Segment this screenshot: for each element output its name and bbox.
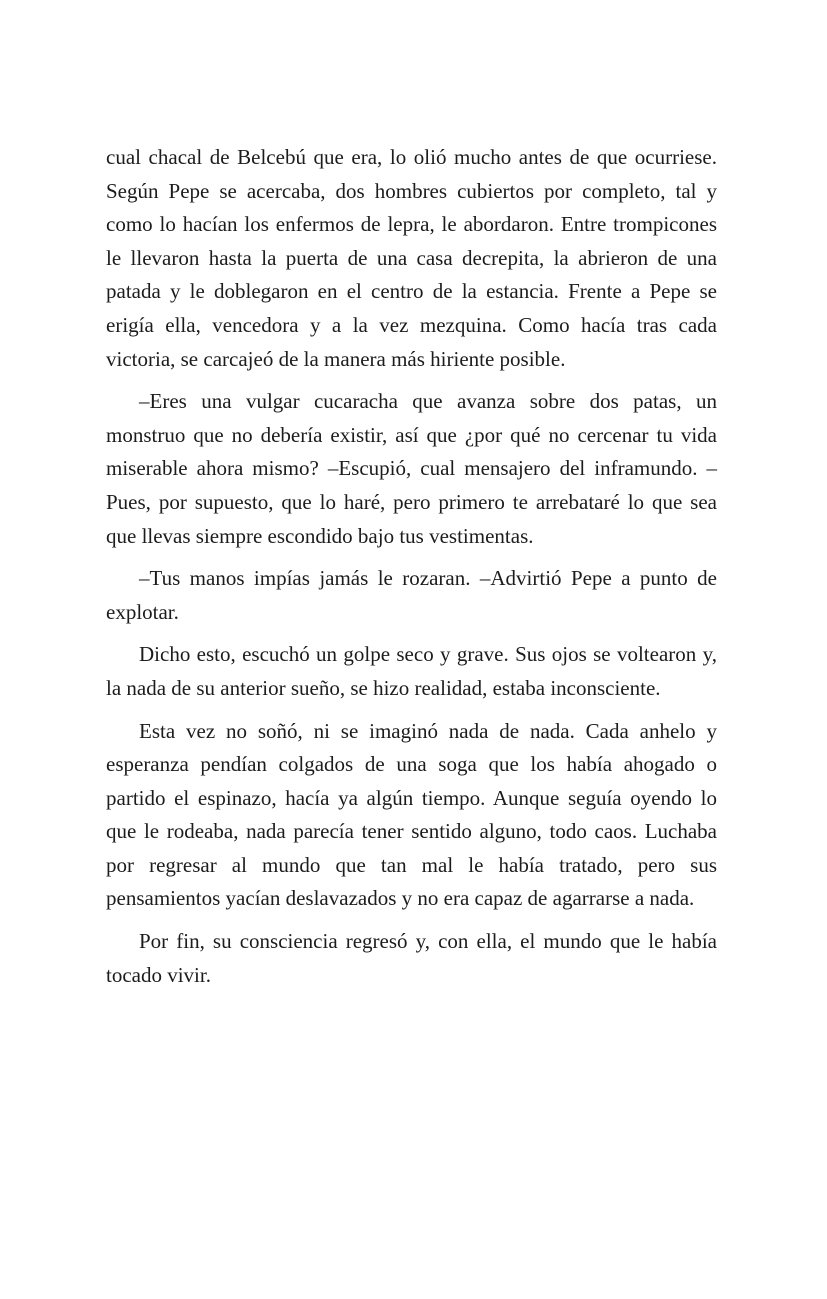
paragraph: Dicho esto, escuchó un golpe seco y grave. Sus ojos se voltearon y, la nada de su anterior sueño, se hizo realidad, estaba inconsciente. [106,642,717,700]
paragraph: –Tus manos impías jamás le rozaran. –Advirtió Pepe a punto de explotar. [106,566,717,624]
paragraph: Esta vez no soñó, ni se imaginó nada de nada. Cada anhelo y esperanza pendían colgados de una soga que los había ahogado o partido el espinazo, hacía ya algún tiempo. Aunque seguía oyendo lo que le rodeaba, nada parecía tener sentido alguno, todo caos. Luchaba por regresar al mundo que tan mal le había tratado, pero sus pensamientos yacían deslavazados y no era capaz de agarrarse a nada. [106,718,717,911]
paragraph: –Eres una vulgar cucaracha que avanza sobre dos patas, un monstruo que no debería existir, así que ¿por qué no cercenar tu vida miserable ahora mismo? –Escupió, cual mensajero del inframundo. –Pues, por supuesto, que lo haré, pero primero te arrebataré lo que sea que llevas siempre escondido bajo tus vestimentas. [106,389,717,548]
text-block [106,141,717,1001]
paragraph: Por fin, su consciencia regresó y, con ella, el mundo que le había tocado vivir. [106,929,717,987]
paragraph: cual chacal de Belcebú que era, lo olió mucho antes de que ocurriese. Según Pepe se acercaba, dos hombres cubiertos por completo, tal y como lo hacían los enfermos de lepra, le abordaron. Entre trompicones le llevaron hasta la puerta de una casa decrepita, la abrieron de una patada y le doblegaron en el centro de la estancia. Frente a Pepe se erigía ella, vencedora y a la vez mezquina. Como hacía tras cada victoria, se carcajeó de la manera más hiriente posible. [106,145,717,371]
